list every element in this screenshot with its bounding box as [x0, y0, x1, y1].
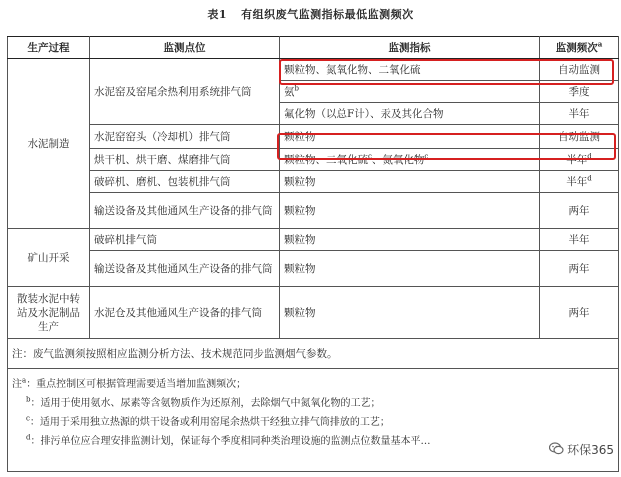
frequency-cell: 半年: [540, 103, 619, 125]
indicator-cell: 颗粒物: [280, 193, 540, 229]
footnote-mark: a: [22, 376, 27, 385]
footnote-a: [12, 375, 614, 394]
frequency-cell: 两年: [540, 193, 619, 229]
point-cell: 烘干机、烘干磨、煤磨排气筒: [90, 149, 280, 171]
highlight-box-kiln-head: [277, 133, 616, 160]
indicator-text: 颗粒物、二氧化硫: [284, 153, 368, 166]
indicator-cell: 颗粒物: [280, 251, 540, 287]
point-cell: 输送设备及其他通风生产设备的排气筒: [90, 193, 280, 229]
footnote-text: ：适用于使用氨水、尿素等含氨物质作为还原剂，去除烟气中氮氧化物的工艺；: [30, 398, 381, 409]
table-note: 注：废气监测须按照相应监测分析方法、技术规范同步监测烟气参数。: [8, 339, 619, 369]
frequency-cell: 季度: [540, 81, 619, 103]
point-cell: 破碎机排气筒: [90, 229, 280, 251]
indicator-tail: 、氮氧化物: [371, 153, 425, 166]
frequency-sup: d: [587, 174, 592, 182]
frequency-cell: 两年: [540, 251, 619, 287]
point-cell: 水泥窑窑头（冷却机）排气筒: [90, 125, 280, 149]
point-cell: 水泥仓及其他通风生产设备的排气筒: [90, 287, 280, 339]
process-cement: 水泥制造: [8, 59, 90, 229]
table-number: 表1: [207, 8, 228, 21]
indicator-text: 氨: [284, 85, 295, 98]
header-frequency-sup: a: [597, 39, 603, 48]
header-frequency-label: 监测频次: [555, 41, 598, 54]
frequency-text: 半年: [566, 175, 588, 188]
footnote-text: ：重点控制区可根据管理需要适当增加监测频次；: [26, 379, 247, 390]
table-header-row: [8, 37, 619, 59]
footnote-prefix: 注: [12, 379, 22, 390]
footnote-mark: b: [26, 395, 31, 404]
table-row: [8, 193, 619, 229]
process-bulk-cement: 散装水泥中转站及水泥制品生产: [8, 287, 90, 339]
header-indicator: 监测指标: [280, 37, 540, 59]
indicator-sup: c: [368, 152, 372, 160]
table-note-row: [8, 339, 619, 369]
table-row: [8, 229, 619, 251]
table-row: [8, 251, 619, 287]
footnote-text: ：排污单位应合理安排监测计划，保证每个季度相同种类治理设施的监测点位数量基本平…: [30, 436, 431, 447]
watermark: [546, 440, 617, 459]
footnotes-row: [8, 369, 619, 472]
indicator-sup: b: [294, 84, 299, 92]
frequency-cell: 两年: [540, 287, 619, 339]
footnote-b: [12, 394, 614, 413]
indicator-cell: 颗粒物: [280, 287, 540, 339]
point-cell: 破碎机、磨机、包装机排气筒: [90, 171, 280, 193]
header-process: 生产过程: [8, 37, 90, 59]
frequency-cell: 半年: [540, 229, 619, 251]
monitoring-table: [7, 36, 619, 472]
indicator-cell: 氟化物（以总F计）、汞及其化合物: [280, 103, 540, 125]
table-caption: [0, 6, 621, 22]
indicator-cell: 颗粒物: [280, 171, 540, 193]
footnote-mark: c: [26, 414, 30, 423]
header-point: 监测点位: [90, 37, 280, 59]
frequency-cell: 自动监测: [540, 125, 619, 149]
indicator-cell: 颗粒物: [280, 125, 540, 149]
indicator-tail-sup: c: [424, 152, 429, 160]
table-title: 有组织废气监测指标最低监测频次: [241, 8, 414, 21]
watermark-text: 环保365: [567, 443, 614, 457]
frequency-sup: d: [587, 152, 592, 160]
indicator-cell: 颗粒物: [280, 229, 540, 251]
indicator-cell: 颗粒物、氮氧化物、二氧化硫: [280, 59, 540, 81]
header-frequency: [540, 37, 619, 59]
frequency-cell: 自动监测: [540, 59, 619, 81]
wechat-icon: [549, 442, 564, 458]
table-row: [8, 171, 619, 193]
footnotes: [8, 369, 619, 472]
process-mining: 矿山开采: [8, 229, 90, 287]
footnote-text: ：适用于采用独立热源的烘干设备或利用窑尾余热烘干经独立排气筒排放的工艺；: [29, 417, 390, 428]
table-row: [8, 287, 619, 339]
highlight-box-kiln-tail: [279, 59, 614, 85]
footnote-mark: d: [26, 433, 31, 442]
footnote-c: [12, 413, 614, 432]
frequency-text: 半年: [566, 153, 588, 166]
frequency-cell: [540, 171, 619, 193]
footnote-d: [12, 432, 614, 451]
point-cell: 水泥窑及窑尾余热利用系统排气筒: [90, 59, 280, 125]
point-cell: 输送设备及其他通风生产设备的排气筒: [90, 251, 280, 287]
